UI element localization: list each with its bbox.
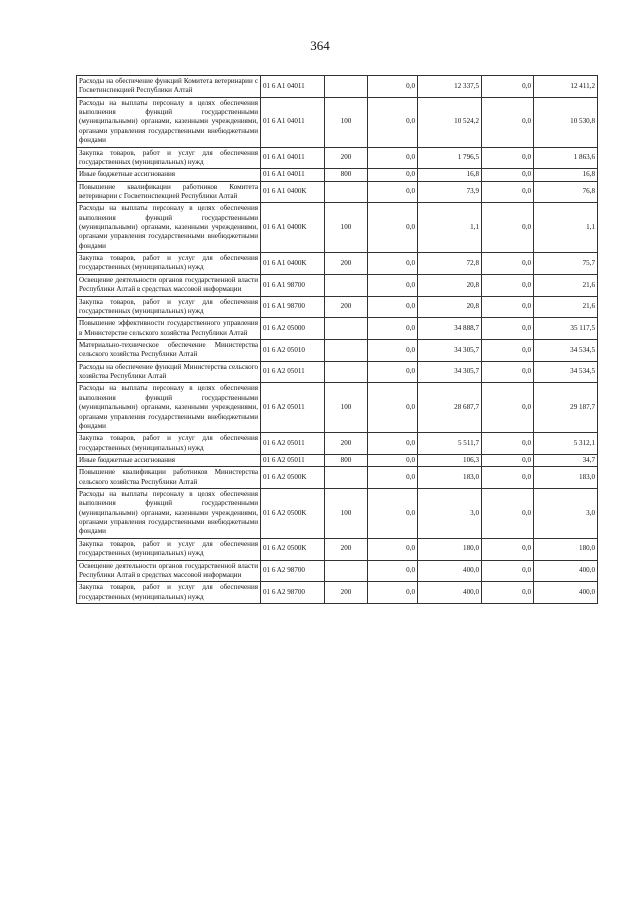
table-row [77,582,598,604]
row-code-cell: 01 6 A1 0400K [261,181,325,203]
row-value-4-cell: 3,0 [534,489,598,539]
row-value-1-cell: 0,0 [368,97,418,147]
row-value-1-cell: 0,0 [368,203,418,253]
table-row [77,454,598,466]
row-value-1-cell: 0,0 [368,339,418,361]
table-row [77,253,598,275]
row-code-cell: 01 6 A2 98700 [261,582,325,604]
row-value-2-cell: 16,8 [418,169,482,181]
page-number: 364 [310,38,330,53]
table-row [77,383,598,433]
row-value-3-cell: 0,0 [482,274,534,296]
row-value-2-cell: 10 524,2 [418,97,482,147]
row-name-cell: Повышение квалификации работников Комитета ветеринарии с Госветинспекцией Республики Алтай [77,181,261,203]
row-value-4-cell: 12 411,2 [534,76,598,98]
table-row [77,538,598,560]
row-expense-type-cell: 200 [325,582,368,604]
row-expense-type-cell: 800 [325,454,368,466]
row-code-cell: 01 6 A1 04011 [261,169,325,181]
table-row [77,76,598,98]
row-expense-type-cell: 100 [325,489,368,539]
row-value-4-cell: 34,7 [534,454,598,466]
row-value-1-cell: 0,0 [368,538,418,560]
row-expense-type-cell [325,274,368,296]
row-value-2-cell: 34 305,7 [418,339,482,361]
row-value-1-cell: 0,0 [368,147,418,169]
row-name-cell: Закупка товаров, работ и услуг для обеспечения государственных (муниципальных) нужд [77,538,261,560]
row-value-4-cell: 16,8 [534,169,598,181]
row-code-cell: 01 6 A2 05011 [261,454,325,466]
row-expense-type-cell [325,467,368,489]
row-expense-type-cell: 200 [325,296,368,318]
row-value-3-cell: 0,0 [482,560,534,582]
row-expense-type-cell [325,318,368,340]
row-value-3-cell: 0,0 [482,454,534,466]
row-value-3-cell: 0,0 [482,383,534,433]
row-name-cell: Повышение эффективности государственного управления в Министерстве сельского хозяйства Республики Алтай [77,318,261,340]
row-value-1-cell: 0,0 [368,454,418,466]
row-value-2-cell: 73,9 [418,181,482,203]
row-value-2-cell: 5 511,7 [418,433,482,455]
row-value-1-cell: 0,0 [368,76,418,98]
table-row [77,296,598,318]
table-body [77,76,598,604]
row-value-1-cell: 0,0 [368,318,418,340]
row-value-4-cell: 75,7 [534,253,598,275]
row-expense-type-cell: 200 [325,147,368,169]
row-name-cell: Расходы на выплаты персоналу в целях обеспечения выполнения функций государственными (муниципальными) органами, казенными учреждениями, органами управления государственными внебюджетными фондами [77,203,261,253]
row-value-1-cell: 0,0 [368,296,418,318]
table-row [77,97,598,147]
row-code-cell: 01 6 A1 04011 [261,97,325,147]
row-value-2-cell: 1,1 [418,203,482,253]
row-value-3-cell: 0,0 [482,76,534,98]
row-value-2-cell: 20,8 [418,296,482,318]
row-value-3-cell: 0,0 [482,181,534,203]
row-value-4-cell: 76,8 [534,181,598,203]
row-code-cell: 01 6 A2 05011 [261,433,325,455]
row-expense-type-cell [325,361,368,383]
row-value-4-cell: 5 312,1 [534,433,598,455]
row-value-3-cell: 0,0 [482,489,534,539]
row-code-cell: 01 6 A2 0500K [261,489,325,539]
row-expense-type-cell [325,76,368,98]
row-code-cell: 01 6 A1 0400K [261,203,325,253]
row-code-cell: 01 6 A1 04011 [261,147,325,169]
row-value-2-cell: 34 305,7 [418,361,482,383]
table-row [77,274,598,296]
row-value-4-cell: 21,6 [534,296,598,318]
row-name-cell: Расходы на обеспечение функций Комитета ветеринарии с Госветинспекцией Республики Алтай [77,76,261,98]
row-value-4-cell: 1,1 [534,203,598,253]
row-expense-type-cell: 100 [325,383,368,433]
row-expense-type-cell [325,181,368,203]
row-value-2-cell: 12 337,5 [418,76,482,98]
row-value-4-cell: 183,0 [534,467,598,489]
row-value-1-cell: 0,0 [368,467,418,489]
row-name-cell: Закупка товаров, работ и услуг для обеспечения государственных (муниципальных) нужд [77,253,261,275]
row-name-cell: Закупка товаров, работ и услуг для обеспечения государственных (муниципальных) нужд [77,296,261,318]
row-value-2-cell: 20,8 [418,274,482,296]
row-value-2-cell: 28 687,7 [418,383,482,433]
row-value-1-cell: 0,0 [368,169,418,181]
row-value-3-cell: 0,0 [482,169,534,181]
row-code-cell: 01 6 A1 04011 [261,76,325,98]
row-value-2-cell: 106,3 [418,454,482,466]
row-value-1-cell: 0,0 [368,361,418,383]
row-expense-type-cell: 200 [325,433,368,455]
row-value-3-cell: 0,0 [482,361,534,383]
row-value-3-cell: 0,0 [482,339,534,361]
row-expense-type-cell [325,560,368,582]
row-expense-type-cell: 100 [325,97,368,147]
row-name-cell: Иные бюджетные ассигнования [77,169,261,181]
table-row [77,489,598,539]
row-value-4-cell: 29 187,7 [534,383,598,433]
row-code-cell: 01 6 A1 98700 [261,296,325,318]
table-row [77,147,598,169]
row-value-2-cell: 400,0 [418,582,482,604]
row-value-1-cell: 0,0 [368,433,418,455]
row-value-4-cell: 180,0 [534,538,598,560]
table-row [77,560,598,582]
row-value-2-cell: 72,8 [418,253,482,275]
table-row [77,203,598,253]
row-value-4-cell: 1 863,6 [534,147,598,169]
row-name-cell: Иные бюджетные ассигнования [77,454,261,466]
row-expense-type-cell: 200 [325,253,368,275]
row-name-cell: Закупка товаров, работ и услуг для обеспечения государственных (муниципальных) нужд [77,147,261,169]
row-code-cell: 01 6 A2 0500K [261,467,325,489]
row-value-3-cell: 0,0 [482,147,534,169]
row-value-4-cell: 34 534,5 [534,339,598,361]
row-value-3-cell: 0,0 [482,253,534,275]
table-row [77,181,598,203]
row-code-cell: 01 6 A2 05011 [261,383,325,433]
row-name-cell: Расходы на выплаты персоналу в целях обеспечения выполнения функций государственными (муниципальными) органами, казенными учреждениями, органами управления государственными внебюджетными фондами [77,97,261,147]
row-name-cell: Расходы на выплаты персоналу в целях обеспечения выполнения функций государственными (муниципальными) органами, казенными учреждениями, органами управления государственными внебюджетными фондами [77,383,261,433]
row-expense-type-cell [325,339,368,361]
row-name-cell: Освещение деятельности органов государственной власти Республики Алтай в средствах массовой информации [77,560,261,582]
budget-table [76,75,598,604]
row-code-cell: 01 6 A2 05011 [261,361,325,383]
row-value-3-cell: 0,0 [482,538,534,560]
row-code-cell: 01 6 A2 05000 [261,318,325,340]
row-value-3-cell: 0,0 [482,318,534,340]
row-name-cell: Расходы на выплаты персоналу в целях обеспечения выполнения функций государственными (муниципальными) органами, казенными учреждениями, органами управления государственными внебюджетными фондами [77,489,261,539]
row-name-cell: Закупка товаров, работ и услуг для обеспечения государственных (муниципальных) нужд [77,433,261,455]
row-value-1-cell: 0,0 [368,582,418,604]
row-value-2-cell: 34 888,7 [418,318,482,340]
table-row [77,433,598,455]
row-value-4-cell: 35 117,5 [534,318,598,340]
table-row [77,361,598,383]
row-value-1-cell: 0,0 [368,560,418,582]
row-expense-type-cell: 200 [325,538,368,560]
row-value-4-cell: 400,0 [534,560,598,582]
row-value-3-cell: 0,0 [482,433,534,455]
row-value-2-cell: 183,0 [418,467,482,489]
row-value-1-cell: 0,0 [368,383,418,433]
row-code-cell: 01 6 A1 98700 [261,274,325,296]
row-value-1-cell: 0,0 [368,489,418,539]
row-value-2-cell: 3,0 [418,489,482,539]
row-name-cell: Закупка товаров, работ и услуг для обеспечения государственных (муниципальных) нужд [77,582,261,604]
row-code-cell: 01 6 A2 98700 [261,560,325,582]
row-name-cell: Расходы на обеспечение функций Министерства сельского хозяйства Республики Алтай [77,361,261,383]
row-name-cell: Освещение деятельности органов государственной власти Республики Алтай в средствах массовой информации [77,274,261,296]
row-value-3-cell: 0,0 [482,203,534,253]
row-value-3-cell: 0,0 [482,97,534,147]
row-name-cell: Материально-техническое обеспечение Министерства сельского хозяйства Республики Алтай [77,339,261,361]
row-expense-type-cell: 100 [325,203,368,253]
table-row [77,318,598,340]
row-value-2-cell: 180,0 [418,538,482,560]
row-value-2-cell: 400,0 [418,560,482,582]
row-code-cell: 01 6 A2 05010 [261,339,325,361]
row-value-4-cell: 34 534,5 [534,361,598,383]
row-value-4-cell: 10 530,8 [534,97,598,147]
table-row [77,169,598,181]
row-code-cell: 01 6 A1 0400K [261,253,325,275]
row-value-2-cell: 1 796,5 [418,147,482,169]
row-value-3-cell: 0,0 [482,467,534,489]
row-value-1-cell: 0,0 [368,181,418,203]
row-value-3-cell: 0,0 [482,296,534,318]
row-value-4-cell: 21,6 [534,274,598,296]
row-value-3-cell: 0,0 [482,582,534,604]
row-value-1-cell: 0,0 [368,274,418,296]
table-row [77,467,598,489]
row-code-cell: 01 6 A2 0500K [261,538,325,560]
row-name-cell: Повышение квалификации работников Министерства сельского хозяйства Республики Алтай [77,467,261,489]
row-value-4-cell: 400,0 [534,582,598,604]
row-expense-type-cell: 800 [325,169,368,181]
table-row [77,339,598,361]
row-value-1-cell: 0,0 [368,253,418,275]
